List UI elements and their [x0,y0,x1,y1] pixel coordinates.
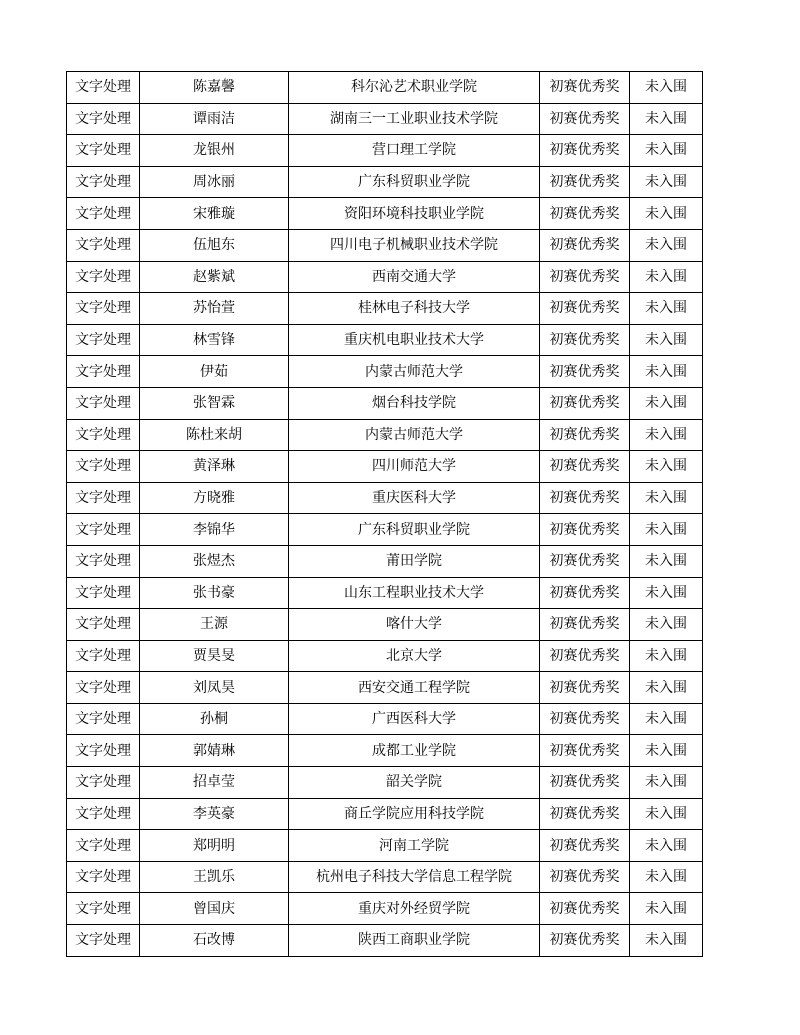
table-row [67,514,703,546]
name-cell: 曾国庆 [140,893,289,925]
category-cell: 文字处理 [67,103,140,135]
status-cell: 未入围 [630,419,703,451]
school-cell: 广东科贸职业学院 [289,166,540,198]
status-cell: 未入围 [630,830,703,862]
award-cell: 初赛优秀奖 [540,198,630,230]
category-cell: 文字处理 [67,419,140,451]
name-cell: 谭雨洁 [140,103,289,135]
table-row [67,198,703,230]
school-cell: 四川电子机械职业技术学院 [289,229,540,261]
category-cell: 文字处理 [67,861,140,893]
table-row [67,166,703,198]
award-cell: 初赛优秀奖 [540,166,630,198]
status-cell: 未入围 [630,767,703,799]
table-row [67,103,703,135]
table-row [67,861,703,893]
table-row [67,798,703,830]
table-row [67,419,703,451]
school-cell: 广东科贸职业学院 [289,514,540,546]
status-cell: 未入围 [630,72,703,104]
category-cell: 文字处理 [67,577,140,609]
school-cell: 陕西工商职业学院 [289,925,540,957]
award-cell: 初赛优秀奖 [540,419,630,451]
name-cell: 陈杜来胡 [140,419,289,451]
status-cell: 未入围 [630,798,703,830]
school-cell: 西安交通工程学院 [289,672,540,704]
school-cell: 内蒙古师范大学 [289,419,540,451]
award-cell: 初赛优秀奖 [540,482,630,514]
category-cell: 文字处理 [67,514,140,546]
table-row [67,893,703,925]
award-cell: 初赛优秀奖 [540,703,630,735]
status-cell: 未入围 [630,356,703,388]
status-cell: 未入围 [630,482,703,514]
status-cell: 未入围 [630,609,703,641]
award-cell: 初赛优秀奖 [540,261,630,293]
school-cell: 科尔沁艺术职业学院 [289,72,540,104]
school-cell: 杭州电子科技大学信息工程学院 [289,861,540,893]
status-cell: 未入围 [630,925,703,957]
award-cell: 初赛优秀奖 [540,103,630,135]
category-cell: 文字处理 [67,198,140,230]
name-cell: 王凯乐 [140,861,289,893]
status-cell: 未入围 [630,103,703,135]
school-cell: 重庆医科大学 [289,482,540,514]
award-cell: 初赛优秀奖 [540,135,630,167]
school-cell: 西南交通大学 [289,261,540,293]
award-cell: 初赛优秀奖 [540,451,630,483]
table-row [67,293,703,325]
table-row [67,735,703,767]
school-cell: 山东工程职业技术大学 [289,577,540,609]
name-cell: 王源 [140,609,289,641]
award-cell: 初赛优秀奖 [540,387,630,419]
award-cell: 初赛优秀奖 [540,640,630,672]
table-row [67,135,703,167]
status-cell: 未入围 [630,166,703,198]
status-cell: 未入围 [630,451,703,483]
school-cell: 商丘学院应用科技学院 [289,798,540,830]
school-cell: 内蒙古师范大学 [289,356,540,388]
table-row [67,767,703,799]
category-cell: 文字处理 [67,545,140,577]
award-cell: 初赛优秀奖 [540,767,630,799]
name-cell: 张书豪 [140,577,289,609]
table-row [67,229,703,261]
category-cell: 文字处理 [67,609,140,641]
table-row [67,925,703,957]
status-cell: 未入围 [630,545,703,577]
results-table [66,71,703,957]
school-cell: 湖南三一工业职业技术学院 [289,103,540,135]
category-cell: 文字处理 [67,356,140,388]
status-cell: 未入围 [630,135,703,167]
school-cell: 河南工学院 [289,830,540,862]
status-cell: 未入围 [630,198,703,230]
name-cell: 张智霖 [140,387,289,419]
school-cell: 韶关学院 [289,767,540,799]
name-cell: 周冰丽 [140,166,289,198]
category-cell: 文字处理 [67,703,140,735]
award-cell: 初赛优秀奖 [540,893,630,925]
name-cell: 陈嘉馨 [140,72,289,104]
award-cell: 初赛优秀奖 [540,324,630,356]
category-cell: 文字处理 [67,166,140,198]
results-table-body [67,72,703,957]
category-cell: 文字处理 [67,767,140,799]
school-cell: 喀什大学 [289,609,540,641]
status-cell: 未入围 [630,640,703,672]
table-row [67,703,703,735]
school-cell: 资阳环境科技职业学院 [289,198,540,230]
name-cell: 郑明明 [140,830,289,862]
school-cell: 重庆机电职业技术大学 [289,324,540,356]
status-cell: 未入围 [630,387,703,419]
category-cell: 文字处理 [67,451,140,483]
name-cell: 林雪锋 [140,324,289,356]
category-cell: 文字处理 [67,482,140,514]
school-cell: 广西医科大学 [289,703,540,735]
table-row [67,261,703,293]
status-cell: 未入围 [630,703,703,735]
school-cell: 成都工业学院 [289,735,540,767]
name-cell: 伍旭东 [140,229,289,261]
name-cell: 方晓雅 [140,482,289,514]
name-cell: 赵紫斌 [140,261,289,293]
award-cell: 初赛优秀奖 [540,735,630,767]
award-cell: 初赛优秀奖 [540,798,630,830]
school-cell: 北京大学 [289,640,540,672]
award-cell: 初赛优秀奖 [540,72,630,104]
table-row [67,640,703,672]
category-cell: 文字处理 [67,293,140,325]
school-cell: 烟台科技学院 [289,387,540,419]
status-cell: 未入围 [630,672,703,704]
table-row [67,830,703,862]
school-cell: 营口理工学院 [289,135,540,167]
status-cell: 未入围 [630,324,703,356]
status-cell: 未入围 [630,293,703,325]
table-row [67,324,703,356]
category-cell: 文字处理 [67,72,140,104]
name-cell: 贾昊旻 [140,640,289,672]
award-cell: 初赛优秀奖 [540,229,630,261]
status-cell: 未入围 [630,261,703,293]
award-cell: 初赛优秀奖 [540,609,630,641]
category-cell: 文字处理 [67,925,140,957]
award-cell: 初赛优秀奖 [540,514,630,546]
table-row [67,545,703,577]
table-row [67,451,703,483]
name-cell: 孙桐 [140,703,289,735]
status-cell: 未入围 [630,893,703,925]
table-row [67,72,703,104]
school-cell: 桂林电子科技大学 [289,293,540,325]
category-cell: 文字处理 [67,672,140,704]
name-cell: 郭婧琳 [140,735,289,767]
status-cell: 未入围 [630,861,703,893]
category-cell: 文字处理 [67,324,140,356]
award-cell: 初赛优秀奖 [540,577,630,609]
name-cell: 张煜杰 [140,545,289,577]
status-cell: 未入围 [630,514,703,546]
status-cell: 未入围 [630,229,703,261]
status-cell: 未入围 [630,577,703,609]
table-row [67,356,703,388]
award-cell: 初赛优秀奖 [540,293,630,325]
name-cell: 刘凤昊 [140,672,289,704]
category-cell: 文字处理 [67,640,140,672]
school-cell: 重庆对外经贸学院 [289,893,540,925]
name-cell: 黄泽琳 [140,451,289,483]
award-cell: 初赛优秀奖 [540,830,630,862]
status-cell: 未入围 [630,735,703,767]
name-cell: 伊茹 [140,356,289,388]
table-row [67,609,703,641]
school-cell: 莆田学院 [289,545,540,577]
school-cell: 四川师范大学 [289,451,540,483]
category-cell: 文字处理 [67,261,140,293]
table-row [67,577,703,609]
category-cell: 文字处理 [67,893,140,925]
name-cell: 李英豪 [140,798,289,830]
name-cell: 宋雅璇 [140,198,289,230]
name-cell: 招卓莹 [140,767,289,799]
award-cell: 初赛优秀奖 [540,861,630,893]
award-cell: 初赛优秀奖 [540,672,630,704]
table-row [67,387,703,419]
category-cell: 文字处理 [67,735,140,767]
category-cell: 文字处理 [67,830,140,862]
award-cell: 初赛优秀奖 [540,356,630,388]
name-cell: 苏怡萱 [140,293,289,325]
category-cell: 文字处理 [67,387,140,419]
table-row [67,672,703,704]
category-cell: 文字处理 [67,229,140,261]
category-cell: 文字处理 [67,798,140,830]
table-row [67,482,703,514]
name-cell: 李锦华 [140,514,289,546]
name-cell: 石改博 [140,925,289,957]
award-cell: 初赛优秀奖 [540,545,630,577]
category-cell: 文字处理 [67,135,140,167]
award-cell: 初赛优秀奖 [540,925,630,957]
name-cell: 龙银州 [140,135,289,167]
